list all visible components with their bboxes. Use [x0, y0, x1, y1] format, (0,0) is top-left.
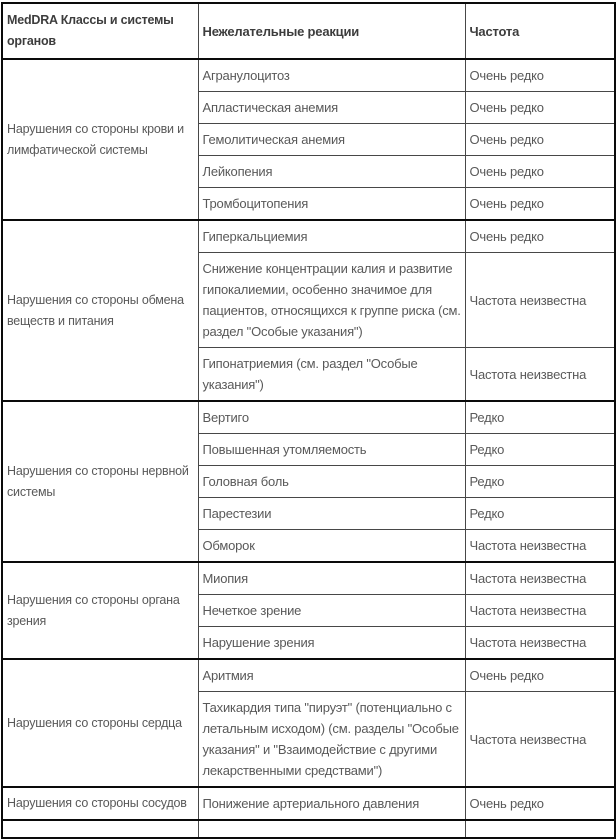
frequency-cell: Очень редко	[465, 188, 615, 221]
adverse-reaction-cell: Парестезии	[198, 498, 465, 530]
adverse-reaction-cell: Гемолитическая анемия	[198, 124, 465, 156]
system-organ-class-cell: Нарушения со стороны крови и лимфатической системы	[2, 59, 198, 220]
adverse-reaction-cell: Гипонатриемия (см. раздел "Особые указания")	[198, 348, 465, 402]
section-1	[2, 220, 615, 401]
frequency-cell: Частота неизвестна	[465, 562, 615, 595]
header-adverse-reactions: Нежелательные реакции	[198, 3, 465, 59]
section-0	[2, 59, 615, 220]
table-row	[2, 220, 615, 253]
frequency-cell: Частота неизвестна	[465, 530, 615, 563]
adverse-reaction-cell: Агранулоцитоз	[198, 59, 465, 92]
adverse-reaction-cell: Вертиго	[198, 401, 465, 434]
frequency-cell: Частота неизвестна	[465, 692, 615, 788]
header-system-organ-class: MedDRA Классы и системы органов	[2, 3, 198, 59]
table-header	[2, 3, 615, 59]
section-5	[2, 787, 615, 820]
header-row	[2, 3, 615, 59]
adverse-reaction-cell: Тромбоцитопения	[198, 188, 465, 221]
frequency-cell: Очень редко	[465, 156, 615, 188]
frequency-cell: Очень редко	[465, 59, 615, 92]
adverse-reaction-cell: Гиперкальциемия	[198, 220, 465, 253]
adverse-reaction-cell: Аритмия	[198, 659, 465, 692]
frequency-cell: Частота неизвестна	[465, 627, 615, 660]
system-organ-class-cell: Нарушения со стороны сердца	[2, 659, 198, 787]
adverse-reaction-cell: Снижение концентрации калия и развитие гипокалиемии, особенно значимое для пациентов, относящихся к группе риска (см. раздел "Особые указания")	[198, 253, 465, 348]
frequency-cell: Редко	[465, 434, 615, 466]
adverse-reaction-cell	[198, 820, 465, 838]
system-organ-class-cell: Нарушения со стороны органа зрения	[2, 562, 198, 659]
frequency-cell: Очень редко	[465, 124, 615, 156]
frequency-cell: Редко	[465, 401, 615, 434]
adverse-reactions-table	[1, 2, 616, 839]
table-row	[2, 820, 615, 838]
system-organ-class-cell: Нарушения со стороны обмена веществ и питания	[2, 220, 198, 401]
adverse-reaction-cell: Понижение артериального давления	[198, 787, 465, 820]
system-organ-class-cell	[2, 820, 198, 838]
header-frequency: Частота	[465, 3, 615, 59]
truncated-next-section	[2, 820, 615, 838]
frequency-cell: Очень редко	[465, 787, 615, 820]
adverse-reaction-cell: Нарушение зрения	[198, 627, 465, 660]
adverse-reaction-cell: Обморок	[198, 530, 465, 563]
system-organ-class-cell: Нарушения со стороны сосудов	[2, 787, 198, 820]
table-row	[2, 787, 615, 820]
table-row	[2, 401, 615, 434]
frequency-cell: Очень редко	[465, 659, 615, 692]
frequency-cell: Очень редко	[465, 220, 615, 253]
adverse-reaction-cell: Апластическая анемия	[198, 92, 465, 124]
section-3	[2, 562, 615, 659]
adverse-reaction-cell: Лейкопения	[198, 156, 465, 188]
adverse-reaction-cell: Нечеткое зрение	[198, 595, 465, 627]
adverse-reaction-cell: Тахикардия типа "пируэт" (потенциально с летальным исходом) (см. разделы "Особые указания" и "Взаимодействие с другими лекарственными средствами")	[198, 692, 465, 788]
adverse-reaction-cell: Головная боль	[198, 466, 465, 498]
table-row	[2, 659, 615, 692]
frequency-cell: Очень редко	[465, 92, 615, 124]
adverse-reaction-cell: Миопия	[198, 562, 465, 595]
section-4	[2, 659, 615, 787]
frequency-cell: Частота неизвестна	[465, 595, 615, 627]
section-2	[2, 401, 615, 562]
frequency-cell: Частота неизвестна	[465, 253, 615, 348]
frequency-cell	[465, 820, 615, 838]
adverse-reaction-cell: Повышенная утомляемость	[198, 434, 465, 466]
table-row	[2, 59, 615, 92]
system-organ-class-cell: Нарушения со стороны нервной системы	[2, 401, 198, 562]
frequency-cell: Редко	[465, 466, 615, 498]
table-row	[2, 562, 615, 595]
frequency-cell: Редко	[465, 498, 615, 530]
frequency-cell: Частота неизвестна	[465, 348, 615, 402]
